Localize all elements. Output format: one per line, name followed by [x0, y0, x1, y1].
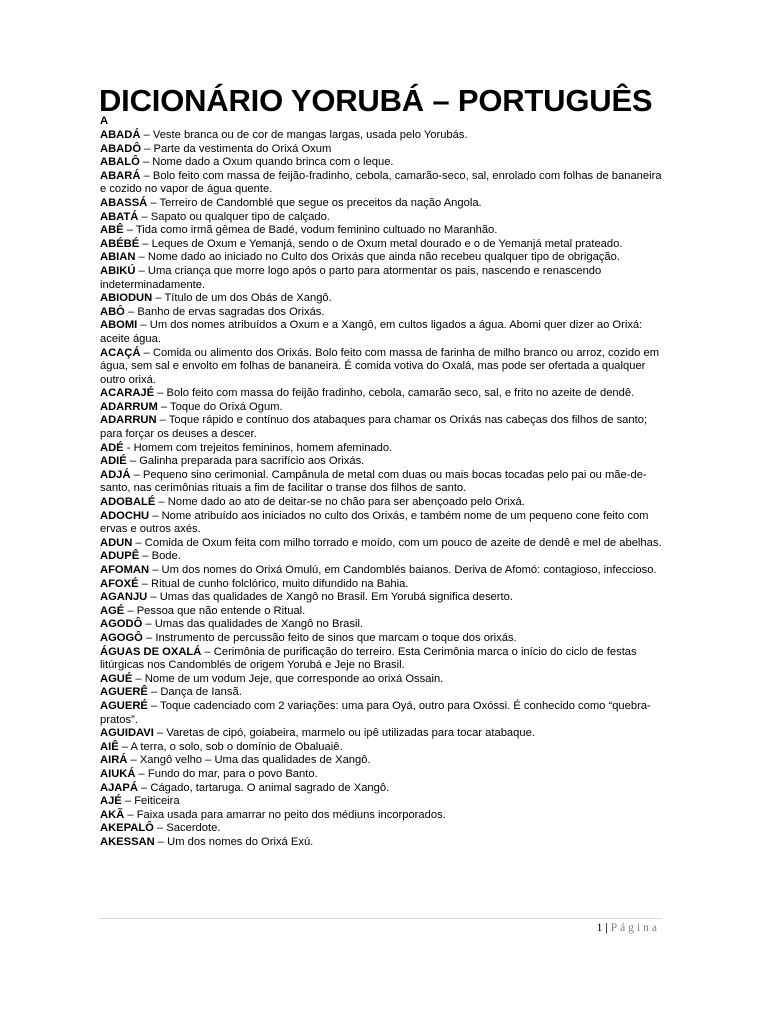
- entry-term: ADIÉ: [100, 455, 127, 468]
- entry-definition: Comida de Oxum feita com milho torrado e moído, com um pouco de azeite de dendê e mel de abelhas.: [144, 536, 662, 549]
- entry-term: AJÉ: [100, 795, 122, 808]
- entry-term: AGÉ: [100, 604, 125, 617]
- dictionary-entry: [100, 387, 662, 401]
- page-label: Página: [610, 922, 660, 934]
- entry-separator: –: [156, 414, 169, 427]
- entry-separator: –: [201, 645, 214, 658]
- entry-separator: –: [140, 346, 153, 359]
- entry-separator: –: [140, 129, 153, 141]
- entry-term: ACAÇÁ: [100, 346, 141, 359]
- entry-definition: Bode.: [151, 550, 181, 563]
- entry-separator: –: [121, 795, 135, 808]
- entry-definition: Leques de Oxum e Yemanjá, sendo o de Oxum metal dourado e o de Yemanjá metal prateado.: [151, 237, 623, 250]
- entry-definition: A terra, o solo, sob o domínio de Obaluaiê.: [130, 740, 343, 753]
- dictionary-entry: [100, 700, 662, 727]
- entry-separator: –: [124, 604, 137, 617]
- entry-definition: Nome dado ao ato de deitar-se no chão para ser abençoado pelo Orixá.: [167, 496, 525, 509]
- entry-separator: –: [124, 305, 138, 318]
- footer-divider: [99, 918, 662, 919]
- dictionary-entry: [100, 646, 662, 673]
- entry-separator: –: [147, 591, 160, 604]
- dictionary-entry: [100, 401, 662, 415]
- entry-definition: Xangô velho – Uma das qualidades de Xangô.: [139, 754, 371, 767]
- entry-separator: –: [118, 740, 131, 753]
- dictionary-entry: [100, 455, 662, 469]
- entry-term: AIUKÁ: [100, 767, 136, 780]
- entry-separator: –: [155, 496, 168, 509]
- entry-definition: Sapato ou qualquer tipo de calçado.: [150, 210, 330, 223]
- entry-term: ABIKÚ: [100, 264, 136, 277]
- dictionary-entry: [100, 537, 662, 551]
- entry-definition: Toque do Orixá Ogum.: [170, 400, 283, 413]
- dictionary-entry: [100, 224, 662, 238]
- entry-definition: Pessoa que não entende o Ritual.: [136, 604, 306, 617]
- entry-term: AGUÉ: [100, 672, 133, 685]
- entry-separator: –: [152, 292, 165, 305]
- entry-separator: –: [132, 536, 145, 549]
- dictionary-entry: [100, 809, 662, 823]
- entry-definition: Pequeno sino cerimonial. Campânula de metal com duas ou mais bocas tocadas pelo pai ou mãe-de-santo, nas cerimônias rituais a fim de facilitar o transe dos filhos de santo.: [100, 468, 647, 495]
- entry-term: AGUERÊ: [100, 686, 148, 699]
- entry-separator: –: [130, 468, 143, 481]
- page-footer: [597, 922, 660, 934]
- entry-definition: Instrumento de percussão feito de sinos que marcam o toque dos orixás.: [155, 631, 517, 644]
- entry-term: ADOBALÉ: [100, 496, 156, 509]
- entry-term: ADÉ: [100, 441, 124, 454]
- entry-separator: –: [141, 142, 154, 155]
- entry-separator: –: [147, 196, 160, 209]
- dictionary-entry: [100, 686, 662, 700]
- entry-term: AJAPÁ: [100, 781, 138, 794]
- dictionary-entry: [100, 618, 662, 632]
- entry-definition: Nome dado ao iniciado no Culto dos Orixás que ainda não recebeu qualquer tipo de obrigação.: [147, 251, 620, 264]
- entry-term: AGODÔ: [100, 618, 143, 631]
- dictionary-entry: [100, 156, 662, 170]
- entry-term: ABARÁ: [100, 169, 141, 182]
- section-letter-heading: A: [100, 115, 109, 127]
- entry-definition: Um dos nomes do Orixá Exú.: [167, 835, 314, 848]
- dictionary-entry: [100, 306, 662, 320]
- entry-separator: –: [154, 835, 168, 848]
- entry-separator: –: [135, 264, 148, 277]
- dictionary-entry-list: [100, 129, 662, 849]
- dictionary-entry: [100, 510, 662, 537]
- dictionary-entry: [100, 741, 662, 755]
- entry-definition: Feiticeira: [134, 795, 180, 808]
- entry-term: AGUERÉ: [100, 699, 148, 712]
- dictionary-entry: [100, 319, 662, 346]
- entry-separator: –: [142, 631, 156, 644]
- entry-definition: Fundo do mar, para o povo Banto.: [147, 767, 318, 780]
- entry-separator: –: [137, 781, 151, 794]
- page-number: 1: [596, 922, 603, 934]
- entry-separator: –: [139, 156, 153, 169]
- dictionary-entry: [100, 143, 662, 157]
- entry-separator: –: [138, 210, 151, 223]
- entry-separator: –: [126, 455, 140, 468]
- entry-term: ABADÔ: [100, 142, 142, 155]
- entry-definition: Bolo feito com massa do feijão fradinho, cebola, camarão seco, sal, e frito no azeite de dendê.: [166, 387, 635, 400]
- entry-separator: –: [135, 767, 148, 780]
- entry-term: ABÉBÉ: [100, 237, 140, 250]
- entry-term: ABÔ: [100, 305, 125, 318]
- entry-definition: Umas das qualidades de Xangô no Brasil.: [154, 618, 364, 631]
- dictionary-entry: [100, 265, 662, 292]
- entry-term: AGANJU: [100, 591, 148, 604]
- entry-term: ABIAN: [100, 251, 136, 264]
- entry-definition: Título de um dos Obás de Xangô.: [164, 292, 332, 305]
- dictionary-entry: [100, 768, 662, 782]
- entry-term: AGOGÔ: [100, 631, 143, 644]
- entry-definition: Um dos nomes do Orixá Omulú, em Candomblés baianos. Deriva de Afomó: contagioso, infeccioso.: [161, 564, 657, 576]
- dictionary-entry: [100, 591, 662, 605]
- dictionary-entry: [100, 170, 662, 197]
- entry-definition: Comida ou alimento dos Orixás. Bolo feito com massa de farinha de milho branco ou arroz, cozido em água, sem sal e envolto em folhas de bananeira. É comida votiva do Oxalá, mas pode ser ofertada a qualquer outro orixá.: [100, 346, 660, 386]
- entry-definition: Ritual de cunho folclórico, muito difundido na Bahia.: [151, 577, 409, 590]
- entry-separator: –: [142, 618, 155, 631]
- entry-definition: Nome de um vodum Jeje, que corresponde ao orixá Ossain.: [144, 672, 444, 685]
- entry-definition: Uma criança que morre logo após o parto para atormentar os pais, nascendo e renascendo indeterminadamente.: [100, 264, 602, 291]
- entry-term: AGUIDAVI: [100, 727, 154, 740]
- dictionary-entry: [100, 251, 662, 265]
- entry-separator: –: [153, 727, 167, 740]
- dictionary-entry: [100, 605, 662, 619]
- entry-term: AFOMAN: [100, 564, 150, 576]
- dictionary-entry: [100, 782, 662, 796]
- entry-definition: Cerimônia de purificação do terreiro. Esta Cerimônia marca o início do ciclo de festas litúrgicas nos Candomblés de origem Yorubá e Jeje no Brasil.: [100, 645, 637, 672]
- entry-term: ABIODUN: [100, 292, 153, 305]
- entry-definition: Veste branca ou de cor de mangas largas, usada pelo Yorubás.: [152, 129, 468, 141]
- entry-separator: –: [132, 672, 145, 685]
- entry-term: ADARRUN: [100, 414, 157, 427]
- entry-definition: Tida como irmã gêmea de Badé, vodum feminino cultuado no Maranhão.: [135, 224, 498, 237]
- entry-separator: –: [153, 822, 167, 835]
- entry-separator: –: [149, 509, 162, 522]
- dictionary-entry: [100, 197, 662, 211]
- entry-separator: –: [127, 754, 140, 767]
- entry-definition: Toque rápido e contínuo dos atabaques para chamar os Orixás nas cabeças dos filhos de santo; para forçar os deuses a descer.: [100, 414, 648, 441]
- entry-separator: –: [123, 224, 136, 237]
- dictionary-entry: [100, 578, 662, 592]
- entry-separator: –: [139, 550, 152, 563]
- entry-definition: Nome atribuído aos iniciados no culto dos Orixás, e também nome de um pequeno cone feito com ervas e outros axés.: [100, 509, 649, 536]
- entry-definition: Dança de Iansã.: [160, 686, 242, 699]
- entry-separator: –: [154, 387, 167, 400]
- entry-term: ADOCHU: [100, 509, 150, 522]
- entry-definition: Nome dado a Oxum quando brinca com o leque.: [152, 156, 394, 169]
- entry-definition: Faixa usada para amarrar no peito dos médiuns incorporados.: [136, 808, 446, 821]
- entry-separator: –: [147, 699, 161, 712]
- entry-separator: -: [123, 441, 134, 454]
- entry-definition: Toque cadenciado com 2 variações: uma para Oyá, outro para Oxóssi. É conhecido como “quebra-pratos”.: [100, 699, 651, 726]
- dictionary-entry: [100, 211, 662, 225]
- dictionary-entry: [100, 727, 662, 741]
- dictionary-entry: [100, 292, 662, 306]
- entry-term: AKESSAN: [100, 835, 155, 848]
- entry-term: ÁGUAS DE OXALÁ: [100, 645, 202, 658]
- entry-term: ADARRUM: [100, 400, 158, 413]
- page-title: DICIONÁRIO YORUBÁ – PORTUGUÊS: [99, 83, 653, 118]
- entry-term: ADUPÊ: [100, 550, 140, 563]
- entry-term: AKEPALÔ: [100, 822, 154, 835]
- dictionary-entry: [100, 496, 662, 510]
- entry-term: ABALÔ: [100, 156, 140, 169]
- entry-separator: –: [157, 400, 171, 413]
- entry-separator: –: [137, 319, 150, 332]
- entry-term: AIÊ: [100, 740, 119, 753]
- entry-term: ABOMI: [100, 319, 138, 332]
- dictionary-entry: [100, 836, 662, 850]
- dictionary-entry: [100, 632, 662, 646]
- entry-definition: Sacerdote.: [166, 822, 221, 835]
- entry-term: ACARAJÉ: [100, 387, 155, 400]
- entry-separator: –: [139, 237, 152, 250]
- dictionary-entry: [100, 414, 662, 441]
- entry-term: AIRÁ: [100, 754, 128, 767]
- entry-term: ABÊ: [100, 224, 124, 237]
- dictionary-entry: [100, 754, 662, 768]
- entry-definition: Bolo feito com massa de feijão-fradinho, cebola, camarão-seco, sal, enrolado com folhas de bananeira e cozido no vapor de água quente.: [100, 169, 662, 196]
- entry-definition: Umas das qualidades de Xangô no Brasil. Em Yorubá significa deserto.: [159, 591, 513, 604]
- entry-separator: –: [124, 808, 137, 821]
- dictionary-entry: [100, 442, 662, 456]
- entry-separator: –: [140, 169, 153, 182]
- entry-term: ABASSÁ: [100, 196, 148, 209]
- entry-term: ADUN: [100, 536, 133, 549]
- entry-definition: Um dos nomes atribuídos a Oxum e a Xangô, em cultos ligados a água. Abomi quer dizer ao Orixá: aceite água.: [100, 319, 643, 345]
- entry-term: ABADÁ: [100, 129, 141, 141]
- dictionary-entry: [100, 673, 662, 687]
- entry-term: ABATÁ: [100, 210, 139, 223]
- entry-definition: Banho de ervas sagradas dos Orixás.: [137, 305, 325, 318]
- dictionary-entry: [100, 469, 662, 496]
- entry-definition: Homem com trejeitos femininos, homem afeminado.: [133, 441, 393, 454]
- dictionary-entry: [100, 795, 662, 809]
- entry-definition: Varetas de cipó, goiabeira, marmelo ou ipê utilizadas para tocar atabaque.: [166, 727, 535, 740]
- entry-definition: Terreiro de Candomblé que segue os preceitos da nação Angola.: [159, 196, 482, 209]
- entry-definition: Cágado, tartaruga. O animal sagrado de Xangô.: [150, 781, 390, 794]
- entry-definition: Parte da vestimenta do Orixá Oxum: [153, 142, 332, 155]
- entry-separator: –: [149, 564, 162, 576]
- dictionary-entry: [100, 238, 662, 252]
- entry-term: AFOXÉ: [100, 577, 139, 590]
- dictionary-entry: [100, 129, 662, 143]
- footer-separator: |: [605, 922, 608, 934]
- entry-separator: –: [147, 686, 161, 699]
- entry-term: AKÃ: [100, 808, 125, 821]
- entry-term: ADJÁ: [100, 468, 131, 481]
- entry-separator: –: [135, 251, 148, 264]
- dictionary-entry: [100, 564, 662, 578]
- dictionary-entry: [100, 347, 662, 388]
- entry-definition: Galinha preparada para sacrifício aos Orixás.: [139, 455, 365, 468]
- entry-separator: –: [138, 577, 151, 590]
- dictionary-entry: [100, 550, 662, 564]
- dictionary-entry: [100, 822, 662, 836]
